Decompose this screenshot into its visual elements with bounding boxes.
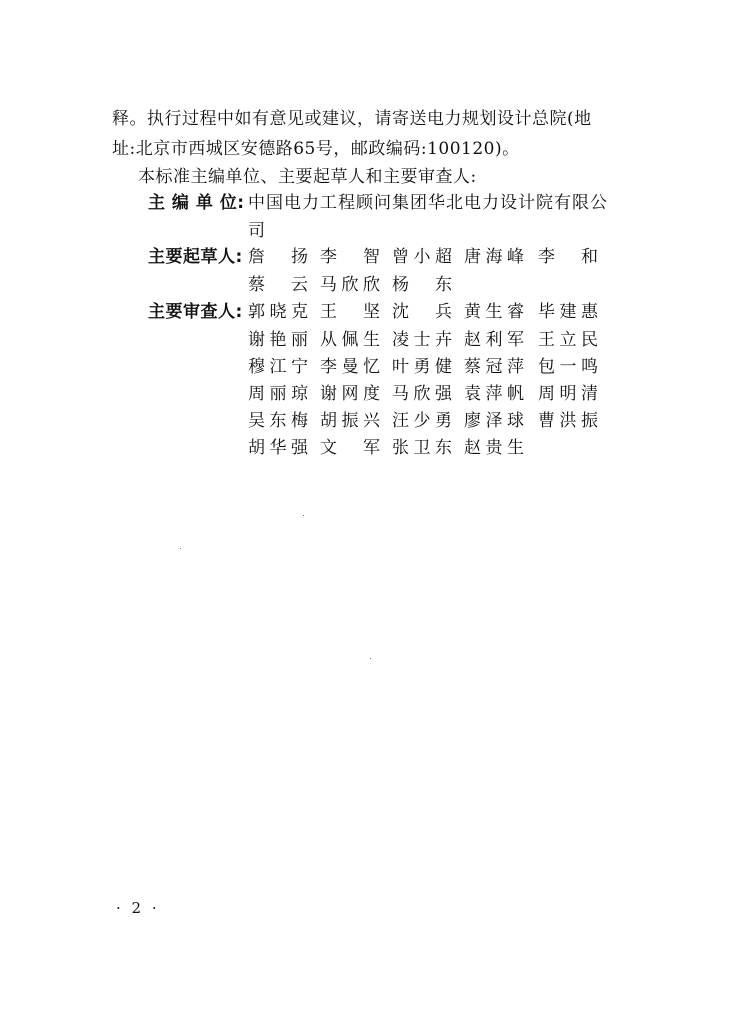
drafter-name: 蔡 云 <box>248 275 308 295</box>
reviewers-label: 主要审查人: <box>148 302 243 322</box>
chief-unit-name-line-2: 司 <box>248 221 266 241</box>
scan-speck <box>370 658 371 659</box>
reviewer-name: 叶勇健 <box>392 357 452 377</box>
chief-unit-label: 主 编 单 位: <box>148 193 245 213</box>
reviewer-name: 曹洪振 <box>538 411 598 431</box>
reviewer-name: 袁萍帆 <box>464 384 524 404</box>
reviewer-name: 赵贵生 <box>464 438 524 458</box>
reviewer-name: 蔡冠萍 <box>464 357 524 377</box>
reviewer-name: 毕建惠 <box>538 302 598 322</box>
reviewer-name: 凌士卉 <box>392 330 452 350</box>
drafter-name: 李 和 <box>538 247 598 267</box>
reviewer-name: 谢艳丽 <box>248 330 308 350</box>
intro-line-3: 本标准主编单位、主要起草人和主要审查人: <box>138 167 477 187</box>
reviewer-name: 张卫东 <box>392 438 452 458</box>
scan-speck <box>180 548 181 549</box>
intro-line-1: 释。执行过程中如有意见或建议，请寄送电力规划设计总院(地 <box>112 109 592 129</box>
scan-speck <box>303 515 304 516</box>
reviewer-name: 赵利军 <box>464 330 524 350</box>
intro-paragraph <box>112 104 632 164</box>
reviewer-name: 包一鸣 <box>538 357 598 377</box>
drafters-label: 主要起草人: <box>148 247 243 267</box>
drafter-name: 唐海峰 <box>464 247 524 267</box>
drafter-name: 曾小超 <box>392 247 452 267</box>
drafter-name: 杨 东 <box>392 275 452 295</box>
reviewer-name: 王立民 <box>538 330 598 350</box>
drafter-name: 詹 扬 <box>248 247 308 267</box>
reviewer-name: 胡振兴 <box>320 411 380 431</box>
reviewer-name: 马欣强 <box>392 384 452 404</box>
reviewer-name: 郭晓克 <box>248 302 308 322</box>
reviewer-name: 穆江宁 <box>248 357 308 377</box>
reviewer-name: 沈 兵 <box>392 302 452 322</box>
page-number: · 2 · <box>116 899 160 917</box>
drafter-name: 李 智 <box>320 247 380 267</box>
reviewer-name: 谢网度 <box>320 384 380 404</box>
chief-unit-name-line-1: 中国电力工程顾问集团华北电力设计院有限公 <box>248 193 608 213</box>
reviewer-name: 黄生睿 <box>464 302 524 322</box>
reviewer-name: 胡华强 <box>248 438 308 458</box>
reviewer-name: 从佩生 <box>320 330 380 350</box>
reviewer-name: 周明清 <box>538 384 598 404</box>
drafter-name: 马欣欣 <box>320 275 380 295</box>
reviewer-name: 李曼忆 <box>320 357 380 377</box>
reviewer-name: 廖泽球 <box>464 411 524 431</box>
reviewer-name: 汪少勇 <box>392 411 452 431</box>
reviewer-name: 吴东梅 <box>248 411 308 431</box>
reviewer-name: 文 军 <box>320 438 380 458</box>
intro-line-2: 址:北京市西城区安德路65号，邮政编码:100120)。 <box>112 139 520 159</box>
reviewer-name: 周丽琼 <box>248 384 308 404</box>
reviewer-name: 王 坚 <box>320 302 380 322</box>
